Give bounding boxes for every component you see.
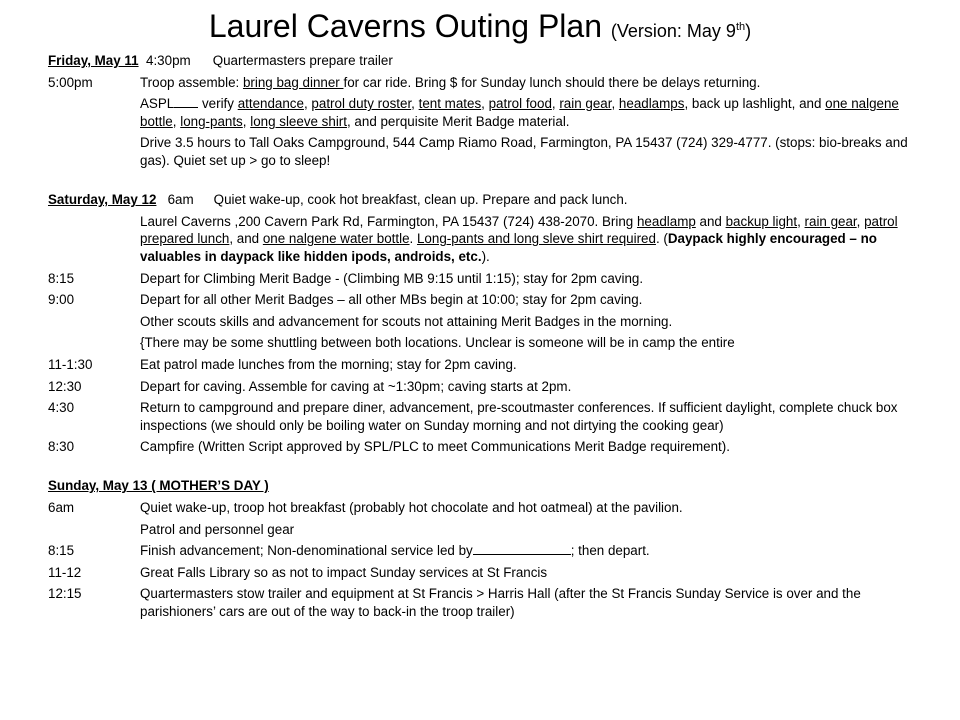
spacer [48, 170, 914, 188]
text-run: one nalgene bottle [140, 96, 899, 129]
time-cell [48, 95, 140, 130]
sunday-header-row [48, 477, 914, 495]
text-run: , and perquisite Merit Badge material. [346, 113, 570, 129]
text-run: rain gear [804, 213, 857, 229]
text-run: long sleeve shirt [250, 113, 347, 129]
version-open: (Version: May 9 [610, 21, 736, 41]
text-run: , [172, 113, 181, 129]
title-version [611, 21, 751, 41]
text-run: , [797, 213, 805, 229]
schedule-row [48, 521, 914, 539]
schedule-row [48, 499, 914, 517]
schedule-row [48, 313, 914, 331]
text-run: Troop assemble: [140, 74, 243, 90]
activity-cell: Eat patrol made lunches from the morning; stay for 2pm caving. [140, 356, 517, 372]
version-close: ) [745, 21, 752, 41]
text-run: backup light [725, 213, 798, 229]
text-run: tent mates [418, 96, 482, 112]
schedule-row [48, 378, 914, 396]
time-cell: 6am [48, 500, 75, 516]
schedule [48, 52, 914, 621]
friday-time: 4:30pm [146, 53, 191, 68]
time-cell [48, 313, 140, 331]
text-run: , [611, 96, 619, 112]
activity-cell: Depart for all other Merit Badges – all other MBs begin at 10:00; stay for 2pm caving. [140, 292, 643, 308]
activity-cell: Depart for Climbing Merit Badge - (Climbing MB 9:15 until 1:15); stay for 2pm caving. [140, 270, 644, 286]
fill-in-blank [473, 542, 571, 555]
activity-cell [140, 95, 914, 130]
text-run: patrol food [488, 96, 552, 112]
text-run: patrol prepared lunch [140, 213, 898, 247]
spacer [48, 456, 914, 474]
text-run: and [695, 213, 726, 229]
activity-cell: Quartermasters stow trailer and equipment at St Francis > Harris Hall (after the St Francis Sunday Service is over and the parishioners’ cars are out of the way to back-in the troop trailer) [140, 586, 861, 620]
text-run: , and [229, 231, 263, 247]
friday-desc: Quartermasters prepare trailer [212, 53, 393, 68]
activity-cell: Great Falls Library so as not to impact Sunday services at St Francis [140, 564, 548, 580]
time-cell: 11-1:30 [48, 356, 93, 372]
version-sup: th [735, 21, 746, 33]
time-cell: 9:00 [48, 292, 75, 308]
schedule-row [48, 74, 914, 92]
schedule-row [48, 585, 914, 620]
schedule-row [48, 95, 914, 130]
text-run: rain gear [559, 96, 612, 112]
text-run: Finish advancement; Non-denominational service led by [140, 543, 473, 559]
saturday-desc: Quiet wake-up, cook hot breakfast, clean up. Prepare and pack lunch. [213, 192, 628, 208]
activity-cell: Other scouts skills and advancement for scouts not attaining Merit Badges in the morning. [140, 313, 673, 329]
time-cell [48, 134, 140, 169]
activity-cell: Patrol and personnel gear [140, 521, 295, 537]
time-cell [48, 213, 140, 266]
text-run: one nalgene water bottle [262, 231, 410, 247]
text-run: , [303, 96, 312, 112]
schedule-row [48, 291, 914, 309]
schedule-row [48, 213, 914, 266]
schedule-row [48, 564, 914, 582]
time-cell [48, 334, 140, 352]
page-title [0, 6, 960, 51]
text-run: Long-pants and long sleve shirt required [416, 231, 656, 247]
schedule-row [48, 270, 914, 288]
activity-cell: {There may be some shuttling between both locations. Unclear is someone will be in camp the entire [140, 335, 735, 351]
saturday-header-row [48, 191, 914, 209]
schedule-row [48, 399, 914, 434]
text-run: ; then depart. [570, 543, 650, 559]
text-run: , [411, 96, 419, 112]
text-run: ASPL [140, 96, 175, 112]
text-run: headlamps [618, 96, 685, 112]
time-cell: 12:30 [48, 378, 82, 394]
activity-cell: Return to campground and prepare diner, advancement, pre-scoutmaster conferences. If sufficient daylight, complete chuck box inspections (we should only be boiling water on Sunday morning and not dirtying the cooking gear) [140, 400, 898, 433]
schedule-row [48, 542, 914, 560]
activity-cell [140, 74, 914, 92]
text-run: patrol duty roster [311, 96, 412, 112]
time-cell: 8:15 [48, 543, 75, 559]
saturday-day-label: Saturday, May 12 [48, 192, 157, 208]
time-cell: 4:30 [48, 400, 75, 416]
text-run: verify [198, 96, 238, 112]
text-run: Laurel Caverns ,200 Cavern Park Rd, Farmington, PA 15437 (724) 438-2070. Bring [140, 213, 637, 229]
text-run: , back up lashlight, and [684, 96, 826, 112]
time-cell: 8:15 [48, 270, 75, 286]
text-run: , [856, 213, 865, 229]
time-cell: 8:30 [48, 439, 75, 455]
text-run: . [409, 231, 417, 247]
text-run: , [551, 96, 560, 112]
activity-cell: Depart for caving. Assemble for caving at ~1:30pm; caving starts at 2pm. [140, 378, 572, 394]
saturday-time: 6am [167, 192, 194, 208]
schedule-row [48, 356, 914, 374]
text-run: . ( [655, 231, 668, 247]
fill-in-blank [174, 95, 198, 108]
text-run: headlamp [636, 213, 696, 229]
schedule-row [48, 438, 914, 456]
text-run: attendance [237, 96, 304, 112]
text-run: long-pants [180, 113, 243, 129]
activity-cell [140, 542, 914, 560]
text-run: ). [481, 248, 490, 264]
sunday-day-label: Sunday, May 13 ( MOTHER’S DAY ) [48, 478, 269, 494]
time-cell: 12:15 [48, 586, 82, 602]
schedule-row [48, 134, 914, 169]
title-main: Laurel Caverns Outing Plan [208, 8, 602, 44]
text-run: bring bag dinner [242, 74, 344, 90]
activity-cell [140, 213, 914, 266]
friday-header-row [48, 52, 914, 70]
text-run: , [481, 96, 489, 112]
activity-cell: Campfire (Written Script approved by SPL/PLC to meet Communications Merit Badge requirement). [140, 439, 730, 455]
time-cell: 11-12 [48, 564, 82, 580]
text-run: Daypack highly encouraged – no valuables in daypack like hidden ipods, androids, etc. [140, 231, 877, 264]
text-run: for car ride. Bring $ for Sunday lunch should there be delays returning. [343, 74, 761, 90]
schedule-row [48, 334, 914, 352]
text-run: , [242, 113, 251, 129]
time-cell [48, 521, 140, 539]
activity-cell: Drive 3.5 hours to Tall Oaks Campground, 544 Camp Riamo Road, Farmington, PA 15437 (724) 329-4777. (stops: bio-breaks and gas). Quiet set up > go to sleep! [140, 135, 908, 168]
time-cell: 5:00pm [48, 74, 93, 90]
activity-cell: Quiet wake-up, troop hot breakfast (probably hot chocolate and hot oatmeal) at the pavilion. [140, 500, 683, 516]
friday-day-label: Friday, May 11 [48, 53, 139, 68]
